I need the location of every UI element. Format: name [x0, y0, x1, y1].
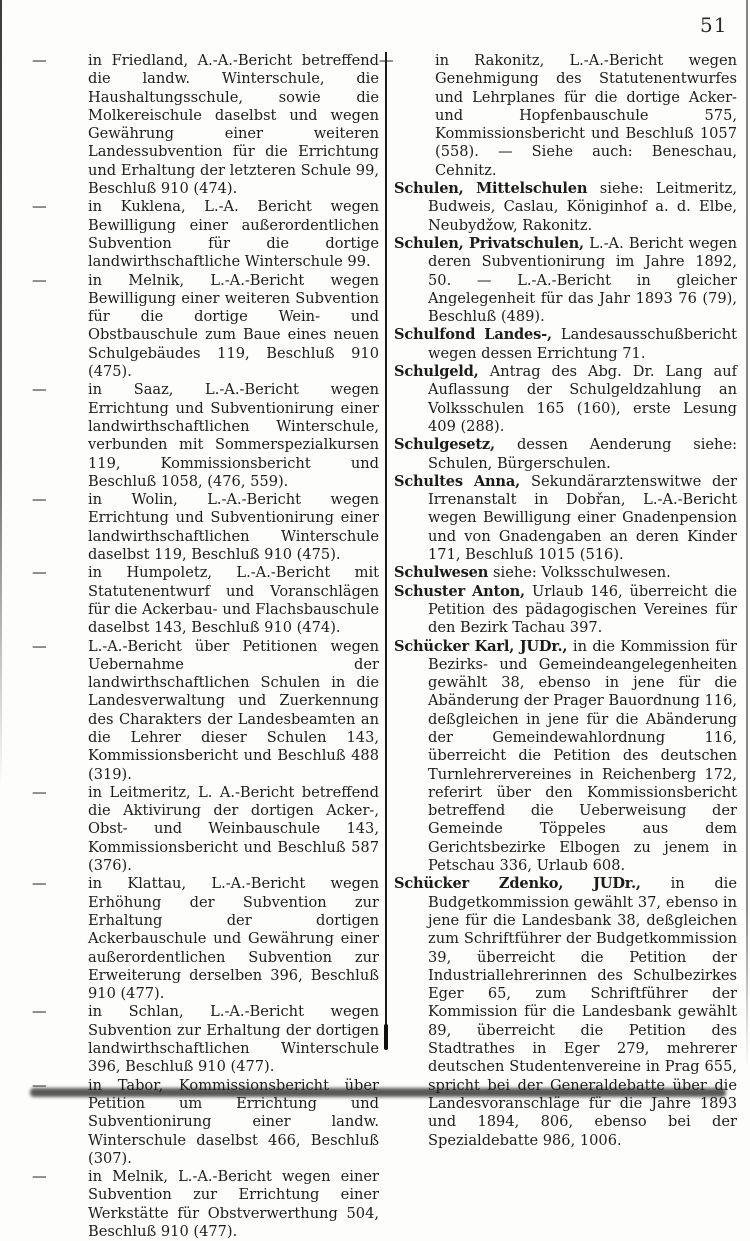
entry-dash: —	[379, 52, 394, 69]
entry-headword: Schücker Zdenko, JUDr.,	[394, 875, 671, 893]
index-entry	[379, 52, 737, 180]
index-entry	[32, 1003, 379, 1076]
entry-headword: Schulgesetz,	[394, 436, 517, 454]
entry-text: in Rakonitz, L.-A.-Bericht wegen Genehmigung des Statutenentwurfes und Lehrplanes für die dortige Acker- und Hopfenbauschule 575, Kommissionsbericht und Beschluß 1057 (558). — Siehe auch: Beneschau, Cehnitz.	[435, 52, 737, 179]
index-entry	[394, 363, 737, 436]
entry-text: dessen Aenderung siehe: Schulen, Bürgerschulen.	[428, 436, 737, 472]
index-entry	[32, 564, 379, 637]
entry-headword: Schultes Anna,	[394, 472, 532, 490]
entry-text: in Tabor, Kommissionsbericht über Petition um Errichtung und Subventionirung einer landw. Winterschule daselbst 466, Beschluß (307).	[88, 1076, 379, 1167]
index-entry	[32, 271, 379, 382]
entry-dash: —	[32, 271, 47, 289]
entry-text: Landesausschußbericht wegen dessen Errichtung 71.	[428, 326, 737, 362]
entry-text: L.-A.-Bericht über Petitionen wegen Uebernahme der landwirthschaftlichen Schulen in die Landesverwaltung und Zuerkennung des Charakters der Landesbeamten an die Lehrer dieser Schulen 143, Kommissionsbericht und Beschluß 488 (319).	[88, 637, 379, 783]
entry-text: in Wolin, L.-A.-Bericht wegen Errichtung und Subventionirung einer landwirthschaftlichen Winterschule daselbst 119, Beschluß 910 (475).	[88, 491, 379, 564]
entry-text: in Leitmeritz, L. A.-Bericht betreffend die Aktivirung der dortigen Acker-, Obst- und Weinbauschule 143, Kommissionsbericht und Beschluß 587 (376).	[88, 783, 379, 875]
entry-text: siehe: Leitmeritz, Budweis, Caslau, Königinhof a. d. Elbe, Neubydžow, Rakonitz.	[428, 180, 737, 234]
index-entry	[32, 1076, 379, 1168]
scan-edge-right	[746, 0, 748, 1068]
index-entry	[394, 875, 737, 1149]
entry-text: in Schlan, L.-A.-Bericht wegen Subvention zur Erhaltung der dortigen landwirthschaftlichen Winterschule 396, Beschluß 910 (477).	[88, 1003, 379, 1076]
entry-dash: —	[32, 783, 47, 801]
entry-text: Sekundärarztenswitwe der Irrenanstalt in Dobřan, L.-A.-Bericht wegen Bewilligung einer Gnadenpension und von Gnadengaben an deren Kinder 171, Beschluß 1015 (516).	[428, 472, 737, 564]
entry-text: in Melnik, L.-A.-Bericht wegen einer Subvention zur Errichtung einer Werkstätte für Obstverwerthung 504, Beschluß 910 (477).	[88, 1168, 379, 1240]
entry-text: in die Kommission für Bezirks- und Gemeindeangelegenheiten gewählt 38, ebenso in jene für die Abänderung der Prager Bauordnung 116, deßgleichen in jene für die Abänderung der Gemeindewahlordnung 116, überreicht die Petition des deutschen Turnlehrervereines in Reichenberg 172, referirt über den Kommissionsbericht betreffend die Ueberweisung der Gemeinde Töppeles aus dem Gerichtsbezirke Elbogen zu jenem in Petschau 336, Urlaub 608.	[428, 637, 737, 875]
column-divider-rule	[385, 52, 387, 1048]
entry-dash: —	[32, 564, 47, 582]
entry-text: in Friedland, A.-A.-Bericht betreffend die landw. Winterschule, die Haushaltungsschule, sowie die Molkereischule daselbst und wegen Gewährung einer weiteren Landessubvention für die Errichtung und Erhaltung der letzteren Schule 99, Beschluß 910 (474).	[88, 52, 379, 198]
index-entry	[394, 180, 737, 235]
index-entry	[32, 875, 379, 1003]
entry-dash: —	[32, 1003, 47, 1021]
index-entry	[394, 564, 737, 582]
right-column	[379, 52, 738, 1150]
entry-text: in Klattau, L.-A.-Bericht wegen Erhöhung der Subvention zur Erhaltung der dortigen Ackerbauschule und Gewährung einer außerordentlichen Subvention zur Erweiterung derselben 396, Beschluß 910 (477).	[88, 875, 379, 1003]
index-entry	[394, 473, 737, 564]
entry-dash: —	[32, 875, 47, 893]
entry-text: in Kuklena, L.-A. Bericht wegen Bewilligung einer außerordentlichen Subvention für die dortige landwirthschaftliche Winterschule 99.	[88, 198, 379, 271]
entry-dash: —	[32, 52, 47, 69]
entry-dash: —	[32, 491, 47, 509]
entry-dash: —	[32, 637, 47, 655]
index-entry	[32, 637, 379, 784]
entry-dash: —	[32, 198, 47, 216]
entry-text: Urlaub 146, überreicht die Petition des pädagogischen Vereines für den Bezirk Tachau 397.	[428, 582, 738, 637]
entry-headword: Schulen, Privatschulen,	[394, 234, 590, 252]
entry-dash: —	[32, 381, 47, 399]
entry-text: in die Budgetkommission gewählt 37, ebenso in jene für die Landesbank 38, deßgleichen zum Schriftführer der Budgetkommission 39, überreicht die Petition der Industriallehrerinnen des Schulbezirkes Eger 65, zum Schriftführer der Kommission für die Landesbank gewählt 89, überreicht die Petition des Stadtrathes in Eger 279, mehrerer deutschen Studentenvereine in Prag 655, spricht bei der Generaldebatte über die Landesvoranschläge für die Jahre 1893 und 1894, 806, ebenso bei der Spezialdebatte 986, 1006.	[428, 875, 737, 1149]
index-entry	[32, 1168, 379, 1241]
entry-headword: Schulwesen	[394, 564, 494, 582]
entry-text: in Melnik, L.-A.-Bericht wegen Bewilligung einer weiteren Subvention für die dortige Wein- und Obstbauschule zum Baue eines neuen Schulgebäudes 119, Beschluß 910 (475).	[88, 271, 379, 381]
entry-text: Antrag des Abg. Dr. Lang auf Auflassung der Schulgeldzahlung an Volksschulen 165 (160), erste Lesung 409 (288).	[428, 363, 737, 435]
left-column	[32, 52, 379, 1241]
page-number: 51	[700, 13, 728, 37]
entry-text: in Humpoletz, L.-A.-Bericht mit Statutenentwurf und Voranschlägen für die Ackerbau- und Flachsbauschule daselbst 143, Beschluß 910 (474).	[88, 564, 379, 637]
entry-text: siehe: Volksschulwesen.	[493, 564, 671, 582]
entry-headword: Schücker Karl, JUDr.,	[394, 637, 573, 655]
entry-dash: —	[32, 1076, 47, 1094]
index-entry	[394, 638, 737, 876]
entry-headword: Schuster Anton,	[394, 582, 532, 600]
index-entry	[32, 52, 379, 198]
index-entry	[32, 381, 379, 491]
index-entry	[32, 783, 379, 875]
index-entry	[32, 491, 379, 564]
entry-text: in Saaz, L.-A.-Bericht wegen Errichtung und Subventionirung einer landwirthschaftlichen Winterschule, verbunden mit Sommerspezialkursen 119, Kommissionsbericht und Beschluß 1058, (476, 559).	[88, 381, 379, 490]
entry-headword: Schulen, Mittelschulen	[394, 180, 600, 198]
index-entry	[32, 198, 379, 271]
index-entry	[394, 235, 737, 326]
entry-text: L.-A. Bericht wegen deren Subventionirung im Jahre 1892, 50. — L.-A.-Bericht in gleicher Angelegenheit für das Jahr 1893 76 (79), Beschluß (489).	[428, 234, 737, 326]
entry-headword: Schulfond Landes-,	[394, 326, 561, 344]
index-entry	[394, 436, 737, 473]
scan-edge-left	[0, 0, 2, 830]
index-entry	[394, 326, 737, 363]
entry-headword: Schulgeld,	[394, 363, 490, 381]
entry-dash: —	[32, 1168, 47, 1186]
index-entry	[394, 583, 737, 638]
